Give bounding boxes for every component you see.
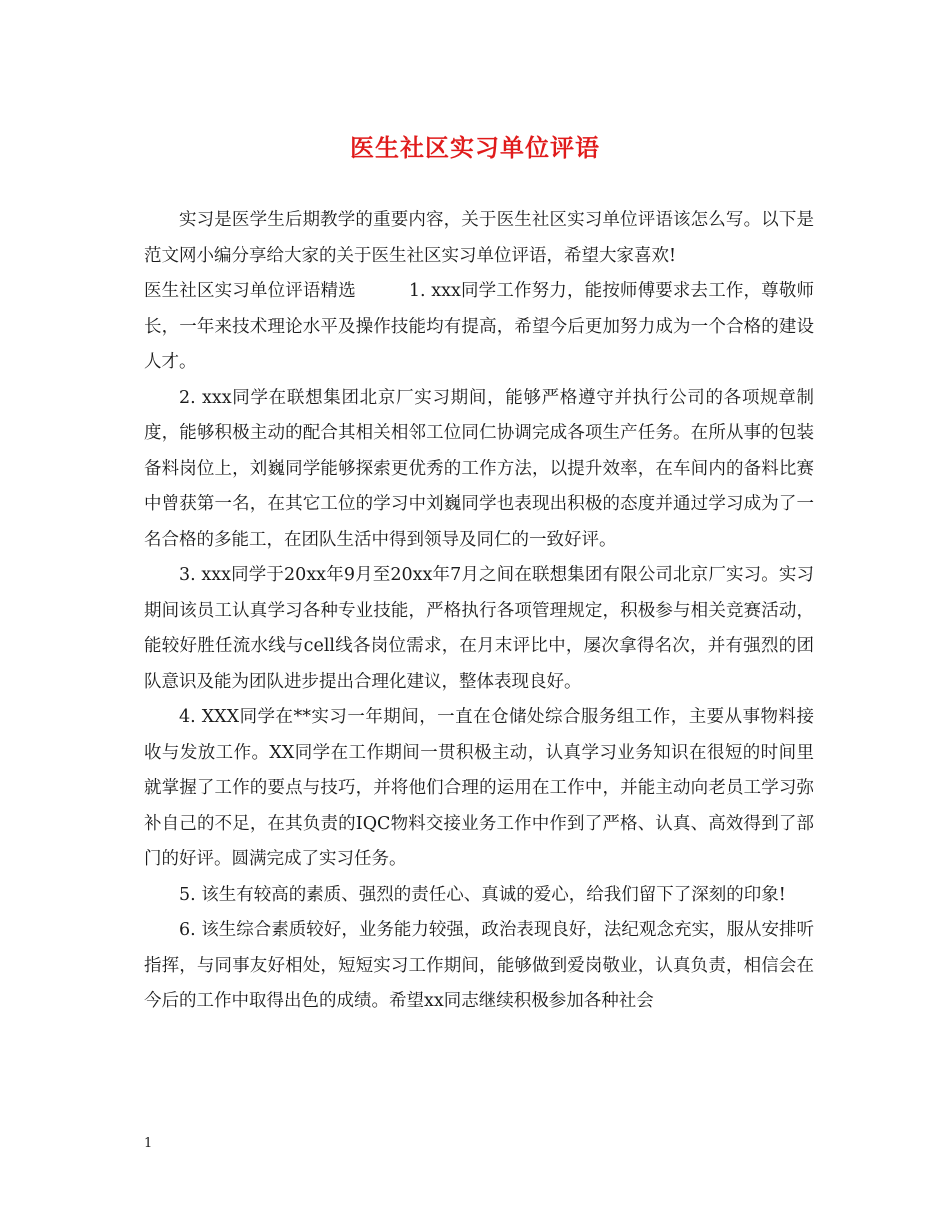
paragraph-5: 5. 该生有较高的素质、强烈的责任心、真诚的爱心，给我们留下了深刻的印象!	[179, 884, 786, 905]
paragraph-3: 3. xxx同学于20xx年9月至20xx年7月之间在联想集团有限公司北京厂实习。实习期间该员工认真学习各种专业技能，严格执行各项管理规定，积极参与相关竞赛活动，能较好胜任流水线与cell线各岗位需求，在月末评比中，屡次拿得名次，并有强烈的团队意识及能为团队进步提出合理化建议，整体表现良好。	[144, 565, 814, 692]
paragraph-2: 2. xxx同学在联想集团北京厂实习期间，能够严格遵守并执行公司的各项规章制度，能够积极主动的配合其相关相邻工位同仁协调完成各项生产任务。在所从事的包装备料岗位上，刘巍同学能够探索更优秀的工作方法，以提升效率，在车间内的备料比赛中曾获第一名，在其它工位的学习中刘巍同学也表现出积极的态度并通过学习成为了一名合格的多能工，在团队生活中得到领导及同仁的一致好评。	[144, 387, 814, 550]
intro-paragraph: 实习是医学生后期教学的重要内容，关于医生社区实习单位评语该怎么写。以下是范文网小编分享给大家的关于医生社区实习单位评语，希望大家喜欢!	[144, 210, 814, 266]
document-body	[144, 203, 814, 1020]
page-number: 1	[144, 1136, 153, 1151]
document-title: 医生社区实习单位评语	[350, 133, 600, 162]
section-line-paragraph: 医生社区实习单位评语精选 1. xxx同学工作努力，能按师傅要求去工作，尊敬师长，一年来技术理论水平及操作技能均有提高，希望今后更加努力成为一个合格的建设人才。	[144, 281, 814, 372]
paragraph-6: 6. 该生综合素质较好，业务能力较强，政治表现良好，法纪观念充实，服从安排听指挥，与同事友好相处，短短实习工作期间，能够做到爱岗敬业，认真负责，相信会在今后的工作中取得出色的成绩。希望xx同志继续积极参加各种社会	[144, 920, 814, 1011]
paragraph-4: 4. XXX同学在**实习一年期间，一直在仓储处综合服务组工作，主要从事物料接收与发放工作。XX同学在工作期间一贯积极主动，认真学习业务知识在很短的时间里就掌握了工作的要点与技巧，并将他们合理的运用在工作中，并能主动向老员工学习弥补自己的不足，在其负责的IQC物料交接业务工作中作到了严格、认真、高效得到了部门的好评。圆满完成了实习任务。	[144, 707, 814, 869]
